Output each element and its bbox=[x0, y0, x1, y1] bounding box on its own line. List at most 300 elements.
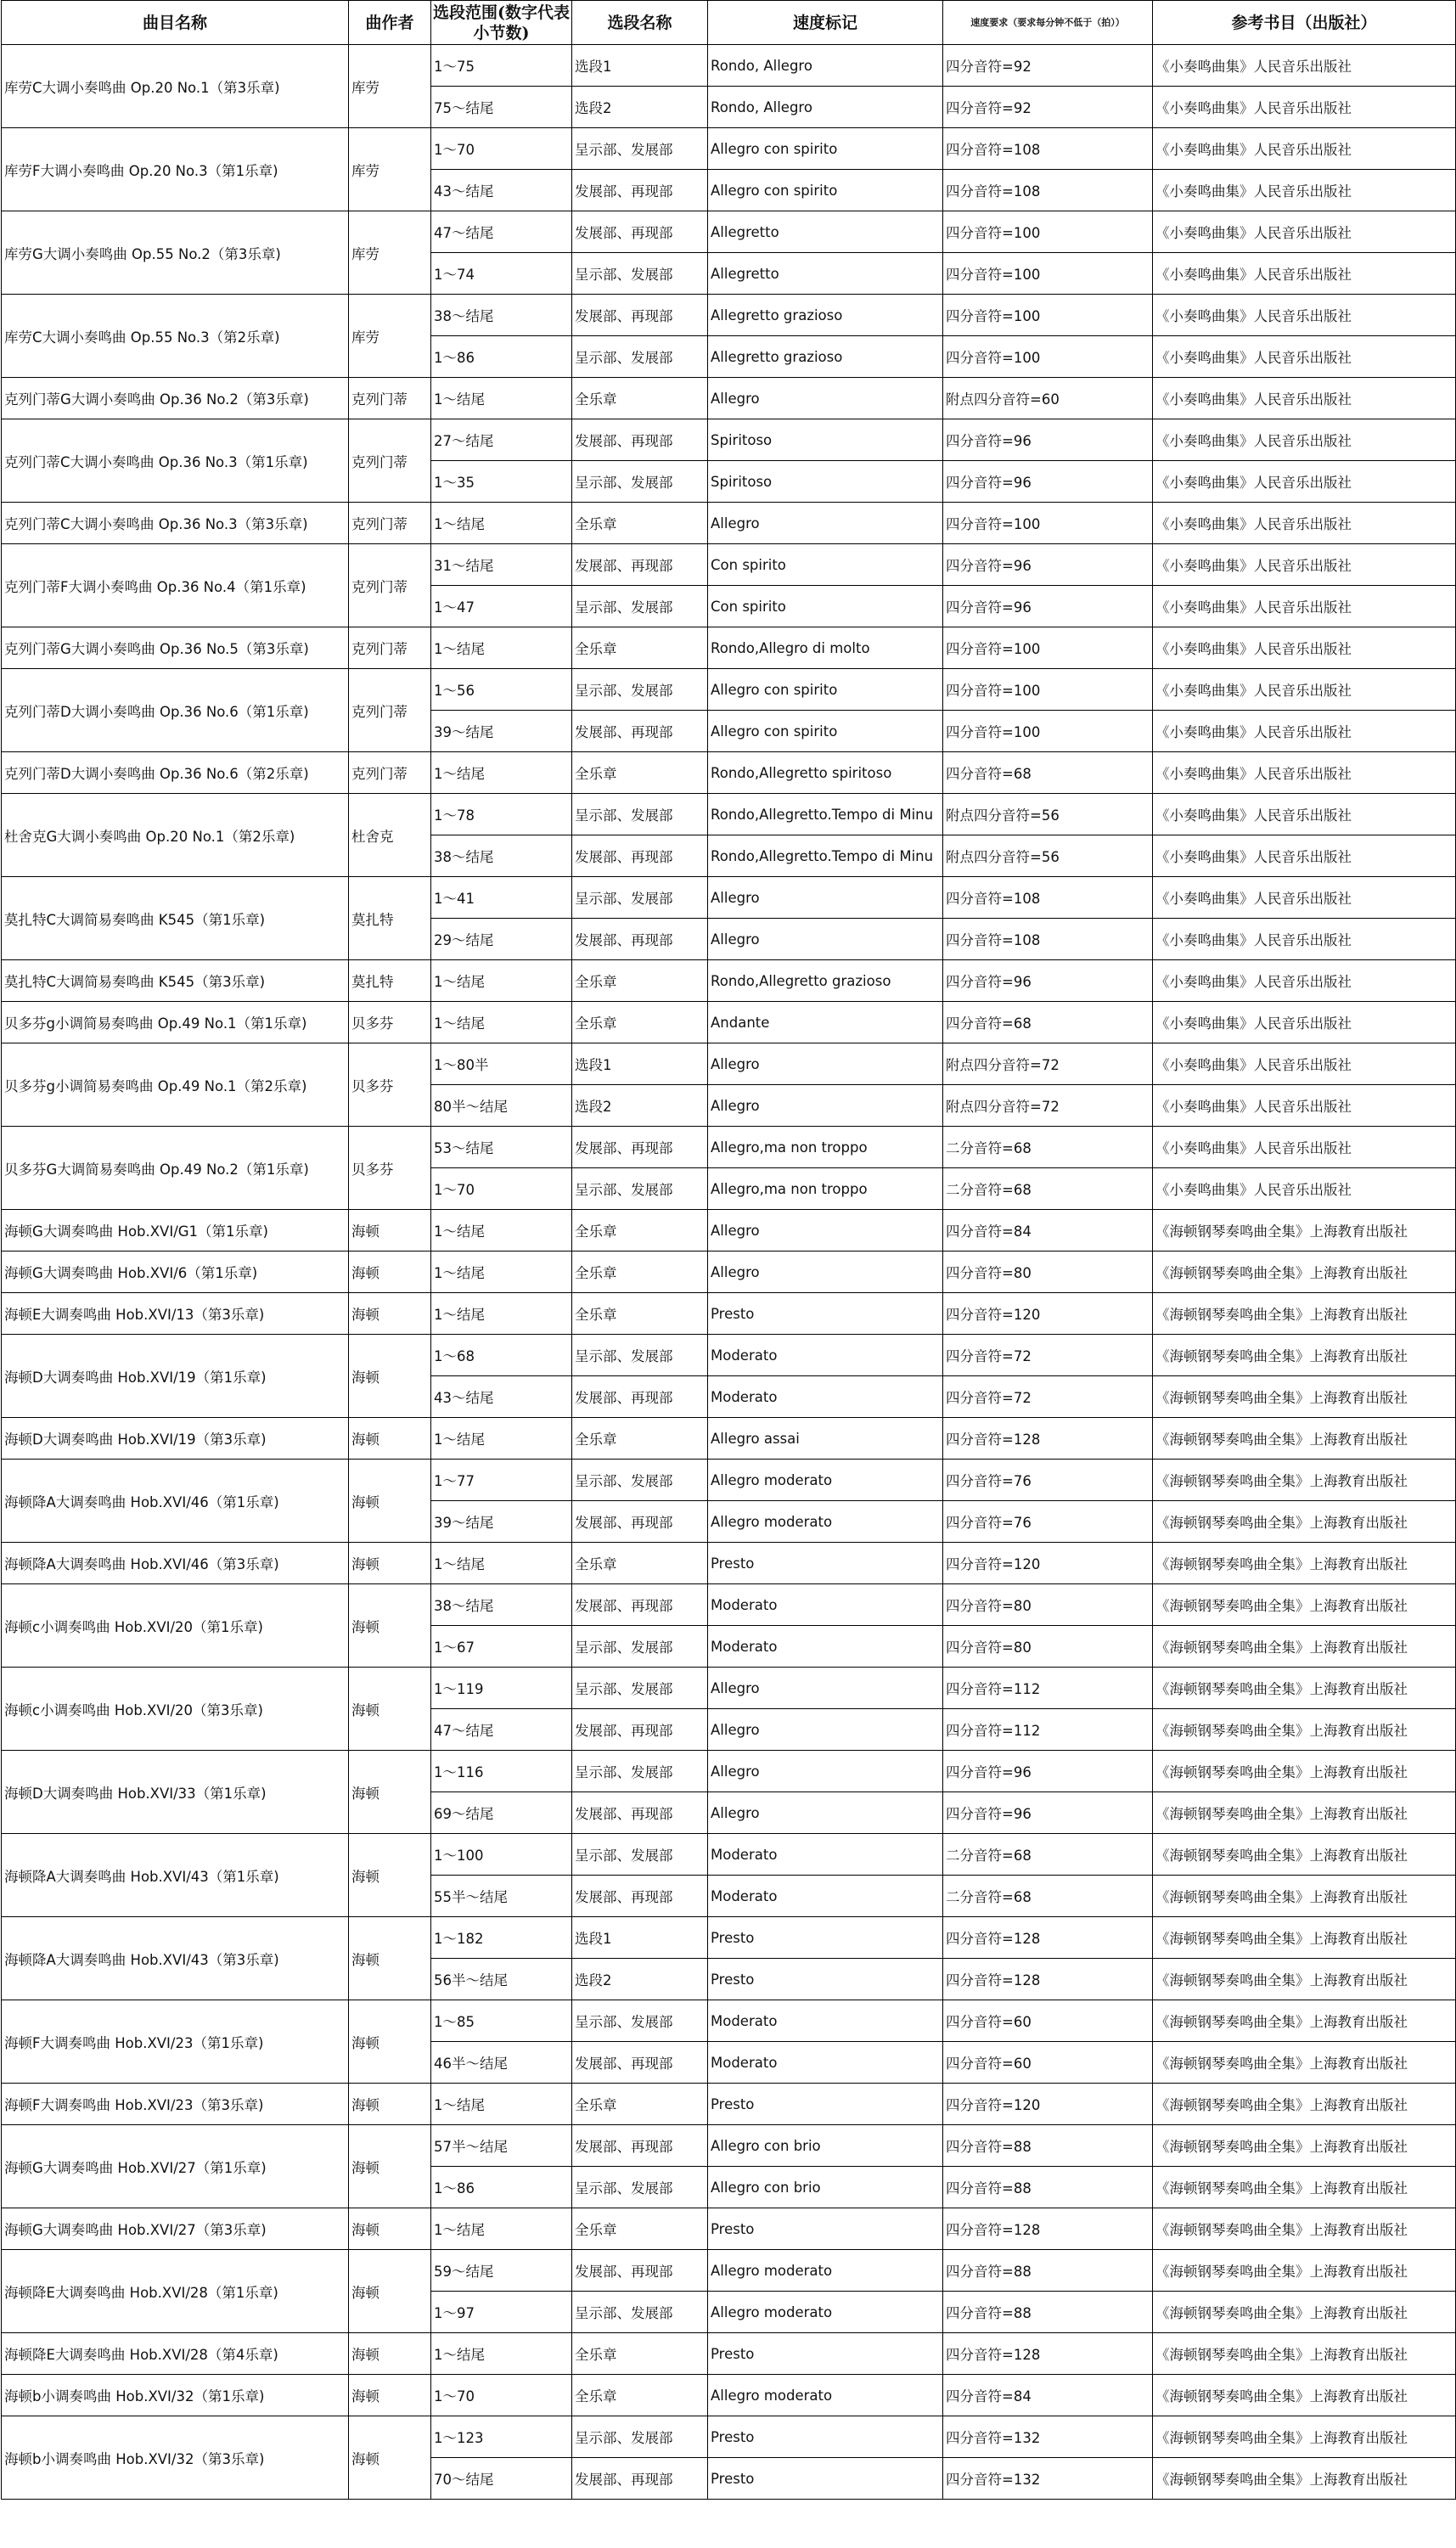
table-row bbox=[2, 544, 1456, 586]
piece-composer: 贝多芬 bbox=[349, 1043, 431, 1127]
segment-name: 发展部、再现部 bbox=[572, 211, 708, 253]
reference-book: 《海顿钢琴奏鸣曲全集》上海教育出版社 bbox=[1153, 2292, 1456, 2333]
speed-requirement: 四分音符=108 bbox=[943, 128, 1153, 170]
piece-title: 海顿降E大调奏鸣曲 Hob.XVI/28（第1乐章) bbox=[2, 2250, 349, 2333]
segment-range: 1～123 bbox=[431, 2416, 572, 2458]
segment-range: 1～74 bbox=[431, 253, 572, 295]
piece-composer: 莫扎特 bbox=[349, 877, 431, 960]
segment-range: 53～结尾 bbox=[431, 1127, 572, 1168]
speed-requirement: 四分音符=112 bbox=[943, 1668, 1153, 1709]
speed-requirement: 四分音符=100 bbox=[943, 253, 1153, 295]
segment-name: 发展部、再现部 bbox=[572, 1127, 708, 1168]
reference-book: 《海顿钢琴奏鸣曲全集》上海教育出版社 bbox=[1153, 2375, 1456, 2416]
piece-title: 海顿D大调奏鸣曲 Hob.XVI/33（第1乐章) bbox=[2, 1751, 349, 1834]
tempo-marking: Rondo,Allegro di molto bbox=[708, 627, 943, 669]
table-row bbox=[2, 128, 1456, 170]
table-row bbox=[2, 752, 1456, 794]
segment-name: 呈示部、发展部 bbox=[572, 253, 708, 295]
segment-name: 发展部、再现部 bbox=[572, 1584, 708, 1626]
piece-composer: 克列门蒂 bbox=[349, 752, 431, 794]
table-row bbox=[2, 1917, 1456, 1959]
header-tempo-marking: 速度标记 bbox=[708, 1, 943, 45]
table-row bbox=[2, 295, 1456, 336]
table-row bbox=[2, 2084, 1456, 2125]
speed-requirement: 四分音符=100 bbox=[943, 211, 1153, 253]
speed-requirement: 四分音符=128 bbox=[943, 1917, 1153, 1959]
piece-composer: 克列门蒂 bbox=[349, 419, 431, 503]
segment-name: 呈示部、发展部 bbox=[572, 128, 708, 170]
piece-composer: 海顿 bbox=[349, 1584, 431, 1668]
tempo-marking: Moderato bbox=[708, 1834, 943, 1876]
piece-composer: 海顿 bbox=[349, 2125, 431, 2208]
segment-range: 1～结尾 bbox=[431, 378, 572, 419]
speed-requirement: 四分音符=96 bbox=[943, 586, 1153, 627]
segment-name: 全乐章 bbox=[572, 1543, 708, 1584]
speed-requirement: 四分音符=60 bbox=[943, 2042, 1153, 2084]
tempo-marking: Allegretto grazioso bbox=[708, 295, 943, 336]
segment-name: 全乐章 bbox=[572, 1418, 708, 1460]
segment-name: 呈示部、发展部 bbox=[572, 1168, 708, 1210]
speed-requirement: 四分音符=60 bbox=[943, 2000, 1153, 2042]
reference-book: 《海顿钢琴奏鸣曲全集》上海教育出版社 bbox=[1153, 1376, 1456, 1418]
piece-title: 克列门蒂G大调小奏鸣曲 Op.36 No.5（第3乐章) bbox=[2, 627, 349, 669]
speed-requirement: 四分音符=72 bbox=[943, 1335, 1153, 1376]
tempo-marking: Allegretto bbox=[708, 253, 943, 295]
segment-range: 1～80半 bbox=[431, 1043, 572, 1085]
piece-title: 库劳C大调小奏鸣曲 Op.55 No.3（第2乐章) bbox=[2, 295, 349, 378]
reference-book: 《海顿钢琴奏鸣曲全集》上海教育出版社 bbox=[1153, 1626, 1456, 1668]
segment-name: 呈示部、发展部 bbox=[572, 1335, 708, 1376]
piece-title: 库劳G大调小奏鸣曲 Op.55 No.2（第3乐章) bbox=[2, 211, 349, 295]
segment-name: 选段2 bbox=[572, 87, 708, 128]
speed-requirement: 四分音符=76 bbox=[943, 1501, 1153, 1543]
tempo-marking: Moderato bbox=[708, 1584, 943, 1626]
table-row bbox=[2, 211, 1456, 253]
segment-name: 呈示部、发展部 bbox=[572, 1626, 708, 1668]
tempo-marking: Moderato bbox=[708, 1335, 943, 1376]
speed-requirement: 四分音符=100 bbox=[943, 669, 1153, 711]
tempo-marking: Presto bbox=[708, 2208, 943, 2250]
reference-book: 《小奏鸣曲集》人民音乐出版社 bbox=[1153, 295, 1456, 336]
piece-title: 海顿降A大调奏鸣曲 Hob.XVI/43（第3乐章) bbox=[2, 1917, 349, 2000]
speed-requirement: 四分音符=108 bbox=[943, 170, 1153, 211]
piece-composer: 海顿 bbox=[349, 1418, 431, 1460]
tempo-marking: Presto bbox=[708, 1959, 943, 2000]
segment-range: 1～182 bbox=[431, 1917, 572, 1959]
header-speed-requirement: 速度要求（要求每分钟不低于（拍）） bbox=[943, 1, 1153, 45]
tempo-marking: Con spirito bbox=[708, 586, 943, 627]
segment-name: 呈示部、发展部 bbox=[572, 336, 708, 378]
speed-requirement: 四分音符=72 bbox=[943, 1376, 1153, 1418]
reference-book: 《小奏鸣曲集》人民音乐出版社 bbox=[1153, 419, 1456, 461]
table-row bbox=[2, 2416, 1456, 2458]
segment-range: 1～70 bbox=[431, 1168, 572, 1210]
table-row bbox=[2, 1210, 1456, 1252]
reference-book: 《小奏鸣曲集》人民音乐出版社 bbox=[1153, 378, 1456, 419]
segment-range: 1～68 bbox=[431, 1335, 572, 1376]
segment-range: 29～结尾 bbox=[431, 919, 572, 960]
speed-requirement: 四分音符=132 bbox=[943, 2416, 1153, 2458]
table-row bbox=[2, 1751, 1456, 1792]
piece-composer: 海顿 bbox=[349, 1751, 431, 1834]
segment-name: 发展部、再现部 bbox=[572, 170, 708, 211]
tempo-marking: Moderato bbox=[708, 1626, 943, 1668]
piece-title: 克列门蒂C大调小奏鸣曲 Op.36 No.3（第3乐章) bbox=[2, 503, 349, 544]
segment-name: 呈示部、发展部 bbox=[572, 461, 708, 503]
segment-name: 发展部、再现部 bbox=[572, 1709, 708, 1751]
segment-range: 1～结尾 bbox=[431, 627, 572, 669]
segment-name: 呈示部、发展部 bbox=[572, 877, 708, 919]
segment-name: 发展部、再现部 bbox=[572, 1376, 708, 1418]
speed-requirement: 附点四分音符=56 bbox=[943, 794, 1153, 835]
reference-book: 《海顿钢琴奏鸣曲全集》上海教育出版社 bbox=[1153, 1418, 1456, 1460]
table-row bbox=[2, 2125, 1456, 2167]
speed-requirement: 四分音符=96 bbox=[943, 1751, 1153, 1792]
header-range: 选段范围(数字代表小节数) bbox=[431, 1, 572, 45]
segment-name: 全乐章 bbox=[572, 752, 708, 794]
speed-requirement: 四分音符=128 bbox=[943, 1959, 1153, 2000]
speed-requirement: 四分音符=96 bbox=[943, 1792, 1153, 1834]
tempo-marking: Andante bbox=[708, 1002, 943, 1043]
speed-requirement: 四分音符=128 bbox=[943, 1418, 1153, 1460]
table-row bbox=[2, 669, 1456, 711]
piece-composer: 海顿 bbox=[349, 1834, 431, 1917]
piece-title: 克列门蒂C大调小奏鸣曲 Op.36 No.3（第1乐章) bbox=[2, 419, 349, 503]
tempo-marking: Moderato bbox=[708, 2042, 943, 2084]
piece-composer: 克列门蒂 bbox=[349, 627, 431, 669]
piece-composer: 杜舍克 bbox=[349, 794, 431, 877]
speed-requirement: 二分音符=68 bbox=[943, 1834, 1153, 1876]
speed-requirement: 四分音符=120 bbox=[943, 1293, 1153, 1335]
segment-name: 发展部、再现部 bbox=[572, 2042, 708, 2084]
segment-name: 全乐章 bbox=[572, 1293, 708, 1335]
tempo-marking: Allegro con spirito bbox=[708, 128, 943, 170]
segment-range: 43～结尾 bbox=[431, 1376, 572, 1418]
piece-title: 杜舍克G大调小奏鸣曲 Op.20 No.1（第2乐章) bbox=[2, 794, 349, 877]
segment-name: 发展部、再现部 bbox=[572, 544, 708, 586]
speed-requirement: 四分音符=80 bbox=[943, 1626, 1153, 1668]
reference-book: 《海顿钢琴奏鸣曲全集》上海教育出版社 bbox=[1153, 1668, 1456, 1709]
segment-range: 1～结尾 bbox=[431, 2084, 572, 2125]
segment-range: 59～结尾 bbox=[431, 2250, 572, 2292]
piece-composer: 克列门蒂 bbox=[349, 503, 431, 544]
tempo-marking: Allegro moderato bbox=[708, 2292, 943, 2333]
segment-range: 1～结尾 bbox=[431, 1418, 572, 1460]
table-body bbox=[2, 45, 1456, 2500]
segment-name: 呈示部、发展部 bbox=[572, 1668, 708, 1709]
segment-range: 47～结尾 bbox=[431, 211, 572, 253]
reference-book: 《海顿钢琴奏鸣曲全集》上海教育出版社 bbox=[1153, 1834, 1456, 1876]
piece-composer: 海顿 bbox=[349, 1335, 431, 1418]
table-row bbox=[2, 877, 1456, 919]
table-row bbox=[2, 1584, 1456, 1626]
piece-title: 库劳F大调小奏鸣曲 Op.20 No.3（第1乐章) bbox=[2, 128, 349, 211]
segment-name: 选段1 bbox=[572, 1043, 708, 1085]
reference-book: 《小奏鸣曲集》人民音乐出版社 bbox=[1153, 544, 1456, 586]
tempo-marking: Spiritoso bbox=[708, 461, 943, 503]
tempo-marking: Allegro,ma non troppo bbox=[708, 1168, 943, 1210]
reference-book: 《海顿钢琴奏鸣曲全集》上海教育出版社 bbox=[1153, 2042, 1456, 2084]
segment-range: 1～结尾 bbox=[431, 2208, 572, 2250]
table-row bbox=[2, 2333, 1456, 2375]
reference-book: 《海顿钢琴奏鸣曲全集》上海教育出版社 bbox=[1153, 2125, 1456, 2167]
segment-name: 呈示部、发展部 bbox=[572, 2167, 708, 2208]
reference-book: 《海顿钢琴奏鸣曲全集》上海教育出版社 bbox=[1153, 1876, 1456, 1917]
piece-composer: 海顿 bbox=[349, 2000, 431, 2084]
piece-composer: 克列门蒂 bbox=[349, 669, 431, 752]
segment-name: 发展部、再现部 bbox=[572, 1501, 708, 1543]
speed-requirement: 四分音符=84 bbox=[943, 2375, 1153, 2416]
speed-requirement: 四分音符=100 bbox=[943, 336, 1153, 378]
reference-book: 《海顿钢琴奏鸣曲全集》上海教育出版社 bbox=[1153, 1293, 1456, 1335]
segment-range: 1～100 bbox=[431, 1834, 572, 1876]
speed-requirement: 四分音符=120 bbox=[943, 2084, 1153, 2125]
segment-name: 全乐章 bbox=[572, 2375, 708, 2416]
table-row bbox=[2, 1335, 1456, 1376]
reference-book: 《海顿钢琴奏鸣曲全集》上海教育出版社 bbox=[1153, 2208, 1456, 2250]
speed-requirement: 四分音符=92 bbox=[943, 45, 1153, 87]
speed-requirement: 四分音符=92 bbox=[943, 87, 1153, 128]
reference-book: 《小奏鸣曲集》人民音乐出版社 bbox=[1153, 128, 1456, 170]
piece-title: 海顿b小调奏鸣曲 Hob.XVI/32（第1乐章) bbox=[2, 2375, 349, 2416]
segment-name: 呈示部、发展部 bbox=[572, 2416, 708, 2458]
table-row bbox=[2, 2208, 1456, 2250]
tempo-marking: Allegro bbox=[708, 1252, 943, 1293]
table-row bbox=[2, 378, 1456, 419]
segment-range: 1～86 bbox=[431, 2167, 572, 2208]
header-reference-book: 参考书目（出版社） bbox=[1153, 1, 1456, 45]
table-row bbox=[2, 419, 1456, 461]
reference-book: 《海顿钢琴奏鸣曲全集》上海教育出版社 bbox=[1153, 1543, 1456, 1584]
piece-title: 莫扎特C大调简易奏鸣曲 K545（第1乐章) bbox=[2, 877, 349, 960]
speed-requirement: 四分音符=96 bbox=[943, 544, 1153, 586]
table-row bbox=[2, 1418, 1456, 1460]
segment-name: 全乐章 bbox=[572, 1002, 708, 1043]
tempo-marking: Moderato bbox=[708, 1376, 943, 1418]
header-title: 曲目名称 bbox=[2, 1, 349, 45]
table-row bbox=[2, 1002, 1456, 1043]
segment-range: 1～结尾 bbox=[431, 1002, 572, 1043]
segment-range: 39～结尾 bbox=[431, 1501, 572, 1543]
piece-composer: 贝多芬 bbox=[349, 1127, 431, 1210]
header-segment-name: 选段名称 bbox=[572, 1, 708, 45]
piece-composer: 克列门蒂 bbox=[349, 544, 431, 627]
piece-title: 海顿降A大调奏鸣曲 Hob.XVI/46（第3乐章) bbox=[2, 1543, 349, 1584]
segment-name: 发展部、再现部 bbox=[572, 1792, 708, 1834]
tempo-marking: Presto bbox=[708, 1293, 943, 1335]
reference-book: 《海顿钢琴奏鸣曲全集》上海教育出版社 bbox=[1153, 2333, 1456, 2375]
reference-book: 《小奏鸣曲集》人民音乐出版社 bbox=[1153, 711, 1456, 752]
speed-requirement: 二分音符=68 bbox=[943, 1876, 1153, 1917]
piece-title: 海顿E大调奏鸣曲 Hob.XVI/13（第3乐章) bbox=[2, 1293, 349, 1335]
table-row bbox=[2, 503, 1456, 544]
segment-range: 1～85 bbox=[431, 2000, 572, 2042]
speed-requirement: 四分音符=96 bbox=[943, 419, 1153, 461]
table-row bbox=[2, 2375, 1456, 2416]
segment-range: 1～97 bbox=[431, 2292, 572, 2333]
tempo-marking: Allegro con spirito bbox=[708, 711, 943, 752]
reference-book: 《海顿钢琴奏鸣曲全集》上海教育出版社 bbox=[1153, 1584, 1456, 1626]
tempo-marking: Allegro assai bbox=[708, 1418, 943, 1460]
segment-name: 全乐章 bbox=[572, 627, 708, 669]
repertoire-table bbox=[1, 0, 1456, 2500]
segment-range: 39～结尾 bbox=[431, 711, 572, 752]
tempo-marking: Allegro bbox=[708, 877, 943, 919]
tempo-marking: Rondo,Allegretto.Tempo di Minu bbox=[708, 794, 943, 835]
speed-requirement: 四分音符=100 bbox=[943, 503, 1153, 544]
reference-book: 《海顿钢琴奏鸣曲全集》上海教育出版社 bbox=[1153, 2167, 1456, 2208]
piece-composer: 海顿 bbox=[349, 2333, 431, 2375]
segment-name: 选段1 bbox=[572, 1917, 708, 1959]
speed-requirement: 四分音符=88 bbox=[943, 2250, 1153, 2292]
piece-composer: 莫扎特 bbox=[349, 960, 431, 1002]
segment-range: 56半～结尾 bbox=[431, 1959, 572, 2000]
speed-requirement: 四分音符=88 bbox=[943, 2167, 1153, 2208]
table-row bbox=[2, 1252, 1456, 1293]
segment-range: 70～结尾 bbox=[431, 2458, 572, 2500]
tempo-marking: Allegretto grazioso bbox=[708, 336, 943, 378]
segment-name: 全乐章 bbox=[572, 503, 708, 544]
segment-name: 呈示部、发展部 bbox=[572, 1751, 708, 1792]
reference-book: 《海顿钢琴奏鸣曲全集》上海教育出版社 bbox=[1153, 1709, 1456, 1751]
tempo-marking: Rondo, Allegro bbox=[708, 87, 943, 128]
piece-composer: 海顿 bbox=[349, 2416, 431, 2500]
speed-requirement: 四分音符=80 bbox=[943, 1584, 1153, 1626]
table-row bbox=[2, 2000, 1456, 2042]
speed-requirement: 四分音符=112 bbox=[943, 1709, 1153, 1751]
tempo-marking: Allegro con brio bbox=[708, 2167, 943, 2208]
reference-book: 《海顿钢琴奏鸣曲全集》上海教育出版社 bbox=[1153, 1501, 1456, 1543]
tempo-marking: Allegro bbox=[708, 503, 943, 544]
tempo-marking: Presto bbox=[708, 1917, 943, 1959]
segment-range: 1～70 bbox=[431, 2375, 572, 2416]
speed-requirement: 四分音符=120 bbox=[943, 1543, 1153, 1584]
piece-title: 莫扎特C大调简易奏鸣曲 K545（第3乐章) bbox=[2, 960, 349, 1002]
segment-range: 1～结尾 bbox=[431, 503, 572, 544]
piece-title: 海顿降A大调奏鸣曲 Hob.XVI/46（第1乐章) bbox=[2, 1460, 349, 1543]
table-row bbox=[2, 627, 1456, 669]
piece-composer: 库劳 bbox=[349, 45, 431, 128]
tempo-marking: Rondo,Allegretto.Tempo di Minu bbox=[708, 835, 943, 877]
piece-composer: 海顿 bbox=[349, 1293, 431, 1335]
reference-book: 《海顿钢琴奏鸣曲全集》上海教育出版社 bbox=[1153, 2250, 1456, 2292]
segment-range: 1～86 bbox=[431, 336, 572, 378]
tempo-marking: Allegro bbox=[708, 1085, 943, 1127]
piece-composer: 海顿 bbox=[349, 1210, 431, 1252]
table-row bbox=[2, 1043, 1456, 1085]
segment-range: 1～116 bbox=[431, 1751, 572, 1792]
tempo-marking: Spiritoso bbox=[708, 419, 943, 461]
speed-requirement: 四分音符=84 bbox=[943, 1210, 1153, 1252]
reference-book: 《小奏鸣曲集》人民音乐出版社 bbox=[1153, 835, 1456, 877]
piece-composer: 海顿 bbox=[349, 2208, 431, 2250]
piece-title: 海顿b小调奏鸣曲 Hob.XVI/32（第3乐章) bbox=[2, 2416, 349, 2500]
reference-book: 《小奏鸣曲集》人民音乐出版社 bbox=[1153, 336, 1456, 378]
segment-name: 呈示部、发展部 bbox=[572, 669, 708, 711]
speed-requirement: 四分音符=108 bbox=[943, 877, 1153, 919]
speed-requirement: 四分音符=68 bbox=[943, 752, 1153, 794]
reference-book: 《小奏鸣曲集》人民音乐出版社 bbox=[1153, 1168, 1456, 1210]
speed-requirement: 四分音符=88 bbox=[943, 2125, 1153, 2167]
reference-book: 《小奏鸣曲集》人民音乐出版社 bbox=[1153, 211, 1456, 253]
piece-title: 海顿G大调奏鸣曲 Hob.XVI/G1（第1乐章) bbox=[2, 1210, 349, 1252]
speed-requirement: 四分音符=88 bbox=[943, 2292, 1153, 2333]
reference-book: 《海顿钢琴奏鸣曲全集》上海教育出版社 bbox=[1153, 1917, 1456, 1959]
table-row bbox=[2, 45, 1456, 87]
reference-book: 《海顿钢琴奏鸣曲全集》上海教育出版社 bbox=[1153, 1210, 1456, 1252]
segment-name: 呈示部、发展部 bbox=[572, 794, 708, 835]
segment-range: 80半～结尾 bbox=[431, 1085, 572, 1127]
segment-range: 1～结尾 bbox=[431, 960, 572, 1002]
piece-title: 克列门蒂F大调小奏鸣曲 Op.36 No.4（第1乐章) bbox=[2, 544, 349, 627]
speed-requirement: 附点四分音符=72 bbox=[943, 1085, 1153, 1127]
speed-requirement: 四分音符=100 bbox=[943, 711, 1153, 752]
piece-title: 海顿降E大调奏鸣曲 Hob.XVI/28（第4乐章) bbox=[2, 2333, 349, 2375]
table-row bbox=[2, 794, 1456, 835]
table-row bbox=[2, 1460, 1456, 1501]
segment-range: 1～结尾 bbox=[431, 1252, 572, 1293]
piece-composer: 海顿 bbox=[349, 1252, 431, 1293]
tempo-marking: Moderato bbox=[708, 1876, 943, 1917]
piece-title: 海顿G大调奏鸣曲 Hob.XVI/27（第1乐章) bbox=[2, 2125, 349, 2208]
reference-book: 《小奏鸣曲集》人民音乐出版社 bbox=[1153, 627, 1456, 669]
piece-composer: 海顿 bbox=[349, 1917, 431, 2000]
reference-book: 《小奏鸣曲集》人民音乐出版社 bbox=[1153, 919, 1456, 960]
reference-book: 《海顿钢琴奏鸣曲全集》上海教育出版社 bbox=[1153, 1335, 1456, 1376]
piece-composer: 海顿 bbox=[349, 1460, 431, 1543]
speed-requirement: 四分音符=128 bbox=[943, 2208, 1153, 2250]
segment-range: 43～结尾 bbox=[431, 170, 572, 211]
segment-name: 呈示部、发展部 bbox=[572, 586, 708, 627]
tempo-marking: Presto bbox=[708, 2458, 943, 2500]
tempo-marking: Allegro bbox=[708, 1709, 943, 1751]
tempo-marking: Allegro bbox=[708, 919, 943, 960]
piece-title: 海顿F大调奏鸣曲 Hob.XVI/23（第3乐章) bbox=[2, 2084, 349, 2125]
tempo-marking: Allegro con spirito bbox=[708, 170, 943, 211]
piece-composer: 海顿 bbox=[349, 2084, 431, 2125]
reference-book: 《小奏鸣曲集》人民音乐出版社 bbox=[1153, 87, 1456, 128]
tempo-marking: Presto bbox=[708, 2084, 943, 2125]
segment-range: 1～47 bbox=[431, 586, 572, 627]
piece-title: 克列门蒂D大调小奏鸣曲 Op.36 No.6（第1乐章) bbox=[2, 669, 349, 752]
reference-book: 《小奏鸣曲集》人民音乐出版社 bbox=[1153, 1043, 1456, 1085]
reference-book: 《海顿钢琴奏鸣曲全集》上海教育出版社 bbox=[1153, 1751, 1456, 1792]
piece-title: 海顿D大调奏鸣曲 Hob.XVI/19（第3乐章) bbox=[2, 1418, 349, 1460]
reference-book: 《小奏鸣曲集》人民音乐出版社 bbox=[1153, 586, 1456, 627]
tempo-marking: Rondo,Allegretto spiritoso bbox=[708, 752, 943, 794]
header-row bbox=[2, 1, 1456, 45]
piece-composer: 海顿 bbox=[349, 2250, 431, 2333]
segment-name: 发展部、再现部 bbox=[572, 2458, 708, 2500]
table-row bbox=[2, 1293, 1456, 1335]
reference-book: 《小奏鸣曲集》人民音乐出版社 bbox=[1153, 1127, 1456, 1168]
tempo-marking: Moderato bbox=[708, 2000, 943, 2042]
speed-requirement: 附点四分音符=60 bbox=[943, 378, 1153, 419]
segment-name: 发展部、再现部 bbox=[572, 919, 708, 960]
reference-book: 《小奏鸣曲集》人民音乐出版社 bbox=[1153, 170, 1456, 211]
piece-composer: 库劳 bbox=[349, 295, 431, 378]
speed-requirement: 四分音符=76 bbox=[943, 1460, 1153, 1501]
segment-range: 69～结尾 bbox=[431, 1792, 572, 1834]
speed-requirement: 二分音符=68 bbox=[943, 1168, 1153, 1210]
segment-name: 选段2 bbox=[572, 1959, 708, 2000]
segment-range: 75～结尾 bbox=[431, 87, 572, 128]
tempo-marking: Allegro bbox=[708, 1668, 943, 1709]
tempo-marking: Allegretto bbox=[708, 211, 943, 253]
segment-name: 全乐章 bbox=[572, 2208, 708, 2250]
segment-range: 38～结尾 bbox=[431, 1584, 572, 1626]
tempo-marking: Allegro bbox=[708, 1210, 943, 1252]
